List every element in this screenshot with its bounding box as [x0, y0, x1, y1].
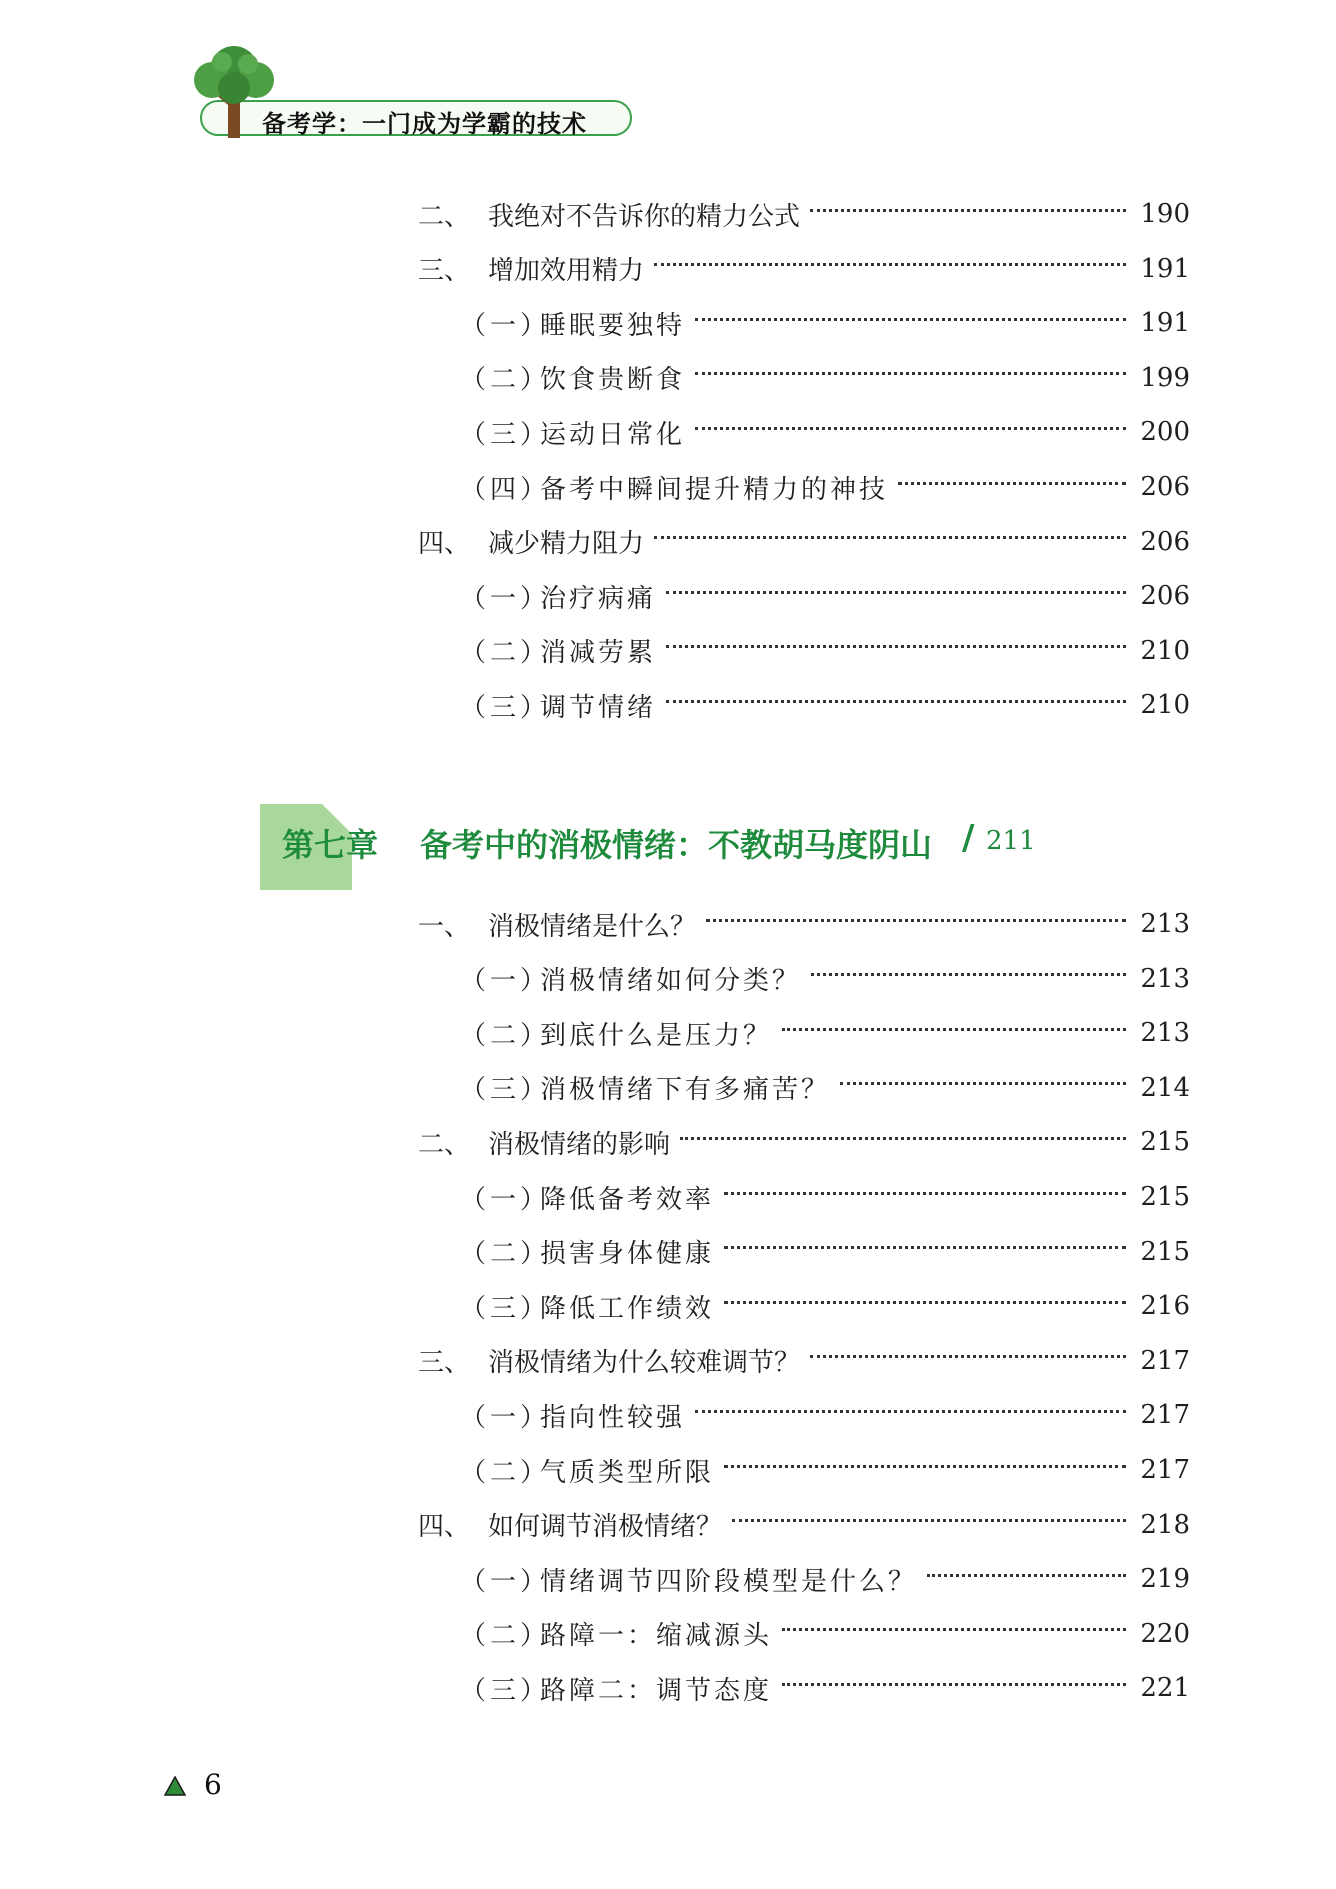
toc-entry-page: 221	[1140, 1673, 1190, 1704]
toc-entry-page: 218	[1140, 1509, 1190, 1540]
toc-entry-page: 213	[1140, 963, 1190, 994]
toc-entry-page: 217	[1140, 1345, 1190, 1376]
toc-entry-number: （三）	[460, 1075, 551, 1106]
toc-entry-page: 213	[1140, 1018, 1190, 1049]
dot-leader	[654, 263, 1126, 266]
toc-entry	[418, 1341, 1190, 1381]
dot-leader	[840, 1082, 1126, 1085]
toc-entry-page: 191	[1140, 308, 1190, 339]
toc-entry-number: （二）	[460, 638, 551, 669]
chapter-title: 备考中的消极情绪：不教胡马度阴山	[420, 826, 933, 864]
toc-entry-title: 运动日常化	[540, 419, 686, 450]
toc-entry-number: （二）	[460, 1457, 551, 1488]
chapter-page: 211	[986, 826, 1036, 856]
toc-entry	[460, 1177, 1190, 1217]
toc-entry-number: 四、	[418, 529, 471, 560]
dot-leader	[724, 1192, 1126, 1195]
toc-entry-title: 消极情绪如何分类？	[540, 966, 802, 997]
toc-entry-title: 增加效用精力	[488, 256, 645, 287]
toc-entry-title: 消极情绪是什么？	[488, 911, 697, 942]
toc-entry-page: 216	[1140, 1291, 1190, 1322]
toc-entry	[460, 303, 1190, 343]
toc-entry	[460, 1559, 1190, 1599]
toc-entry	[460, 685, 1190, 725]
dot-leader	[782, 1683, 1126, 1686]
dot-leader	[782, 1628, 1126, 1631]
dot-leader	[695, 372, 1126, 375]
toc-entry-page: 217	[1140, 1400, 1190, 1431]
dot-leader	[782, 1028, 1126, 1031]
toc-entry	[418, 194, 1190, 234]
toc-entry-number: 二、	[418, 1129, 471, 1160]
dot-leader	[666, 645, 1126, 648]
toc-entry-page: 190	[1140, 199, 1190, 229]
toc-entry-number: （一）	[460, 310, 551, 341]
dot-leader	[666, 591, 1126, 594]
toc-entry-title: 消减劳累	[540, 638, 657, 669]
toc-entry	[460, 576, 1190, 616]
toc-entry	[460, 631, 1190, 671]
toc-entry	[460, 1068, 1190, 1108]
dot-leader	[724, 1246, 1126, 1249]
dot-leader	[706, 919, 1126, 922]
toc-entry-page: 210	[1140, 635, 1190, 666]
toc-entry-page: 206	[1140, 526, 1190, 557]
toc-entry	[418, 1122, 1190, 1162]
dot-leader	[680, 1137, 1126, 1140]
toc-entry-title: 指向性较强	[540, 1402, 686, 1433]
toc-entry-number: （三）	[460, 419, 551, 450]
toc-entry-title: 路障二：调节态度	[540, 1675, 773, 1706]
toc-entry-title: 情绪调节四阶段模型是什么？	[540, 1566, 918, 1597]
toc-entry-title: 我绝对不告诉你的精力公式	[488, 201, 801, 232]
toc-entry-page: 215	[1140, 1127, 1190, 1158]
toc-entry-number: （二）	[460, 1621, 551, 1652]
dot-leader	[724, 1465, 1126, 1468]
toc-entry-page: 214	[1140, 1072, 1190, 1103]
toc-entry-number: （一）	[460, 966, 551, 997]
toc-entry-page: 210	[1140, 690, 1190, 721]
dot-leader	[927, 1574, 1126, 1577]
toc-entry-number: （三）	[460, 1293, 551, 1324]
toc-entry	[460, 412, 1190, 452]
toc-entry-title: 减少精力阻力	[488, 529, 645, 560]
toc-entry	[460, 1286, 1190, 1326]
toc-entry	[460, 1013, 1190, 1053]
dot-leader	[724, 1301, 1126, 1304]
dot-leader	[810, 1355, 1126, 1358]
toc-entry-title: 消极情绪的影响	[488, 1129, 671, 1160]
toc-entry	[460, 467, 1190, 507]
toc-entry-title: 气质类型所限	[540, 1457, 715, 1488]
toc-entry-title: 消极情绪为什么较难调节？	[488, 1348, 801, 1379]
page-number: 6	[204, 1768, 222, 1801]
toc-entry-title: 路障一：缩减源头	[540, 1621, 773, 1652]
toc-entry	[460, 1232, 1190, 1272]
dot-leader	[695, 318, 1126, 321]
toc-entry-title: 消极情绪下有多痛苦？	[540, 1075, 831, 1106]
toc-entry	[460, 1668, 1190, 1708]
toc-entry-number: 三、	[418, 256, 471, 287]
toc-entry-number: （三）	[460, 1675, 551, 1706]
triangle-icon	[164, 1776, 186, 1796]
toc-entry	[460, 1614, 1190, 1654]
toc-entry-page: 219	[1140, 1564, 1190, 1595]
dot-leader	[810, 209, 1126, 212]
dot-leader	[654, 536, 1126, 539]
toc-entry-number: （三）	[460, 692, 551, 723]
toc-entry-number: （一）	[460, 1566, 551, 1597]
toc-entry-number: （二）	[460, 1020, 551, 1051]
toc-entry-number: 一、	[418, 911, 471, 942]
dot-leader	[811, 973, 1126, 976]
toc-entry-number: （一）	[460, 1184, 551, 1215]
toc-entry-number: 二、	[418, 201, 471, 232]
dot-leader	[732, 1519, 1126, 1522]
toc-entry-title: 饮食贵断食	[540, 365, 686, 396]
toc-entry-page: 215	[1140, 1236, 1190, 1267]
toc-entry-page: 191	[1140, 253, 1190, 284]
toc-entry	[460, 1395, 1190, 1435]
book-title: 备考学：一门成为学霸的技术	[262, 110, 587, 138]
toc-entry	[460, 959, 1190, 999]
toc-entry-title: 如何调节消极情绪？	[488, 1512, 723, 1543]
toc-entry-page: 213	[1140, 909, 1190, 939]
toc-entry-number: （二）	[460, 1239, 551, 1270]
toc-entry-page: 206	[1140, 472, 1190, 502]
toc-entry-number: 三、	[418, 1348, 471, 1379]
toc-entry-title: 降低备考效率	[540, 1184, 715, 1215]
toc-entry-page: 199	[1140, 362, 1190, 393]
toc-entry-title: 调节情绪	[540, 692, 657, 723]
dot-leader	[695, 1410, 1126, 1413]
toc-entry-page: 220	[1140, 1618, 1190, 1649]
toc-entry-page: 200	[1140, 417, 1190, 448]
dot-leader	[666, 700, 1126, 703]
toc-entry	[460, 1450, 1190, 1490]
toc-entry-page: 206	[1140, 581, 1190, 612]
toc-entry-number: （二）	[460, 365, 551, 396]
toc-entry-number: （一）	[460, 1402, 551, 1433]
toc-entry	[460, 358, 1190, 398]
toc-entry-page: 217	[1140, 1455, 1190, 1485]
toc-entry-title: 备考中瞬间提升精力的神技	[540, 474, 889, 505]
toc-entry-number: （四）	[460, 474, 551, 505]
toc-entry-title: 到底什么是压力？	[540, 1020, 773, 1051]
toc-entry-title: 睡眠要独特	[540, 310, 686, 341]
toc-entry	[418, 1505, 1190, 1545]
toc-entry	[418, 904, 1190, 944]
dot-leader	[695, 427, 1126, 430]
toc-entry-number: （一）	[460, 583, 551, 614]
toc-entry-page: 215	[1140, 1182, 1190, 1212]
toc-entry-number: 四、	[418, 1512, 471, 1543]
dot-leader	[898, 482, 1126, 485]
toc-entry-title: 治疗病痛	[540, 583, 657, 614]
chapter-label: 第七章	[282, 826, 379, 864]
toc-entry	[418, 522, 1190, 562]
toc-entry	[418, 249, 1190, 289]
toc-entry-title: 降低工作绩效	[540, 1293, 715, 1324]
toc-entry-title: 损害身体健康	[540, 1239, 715, 1270]
chapter-separator: /	[962, 818, 975, 858]
